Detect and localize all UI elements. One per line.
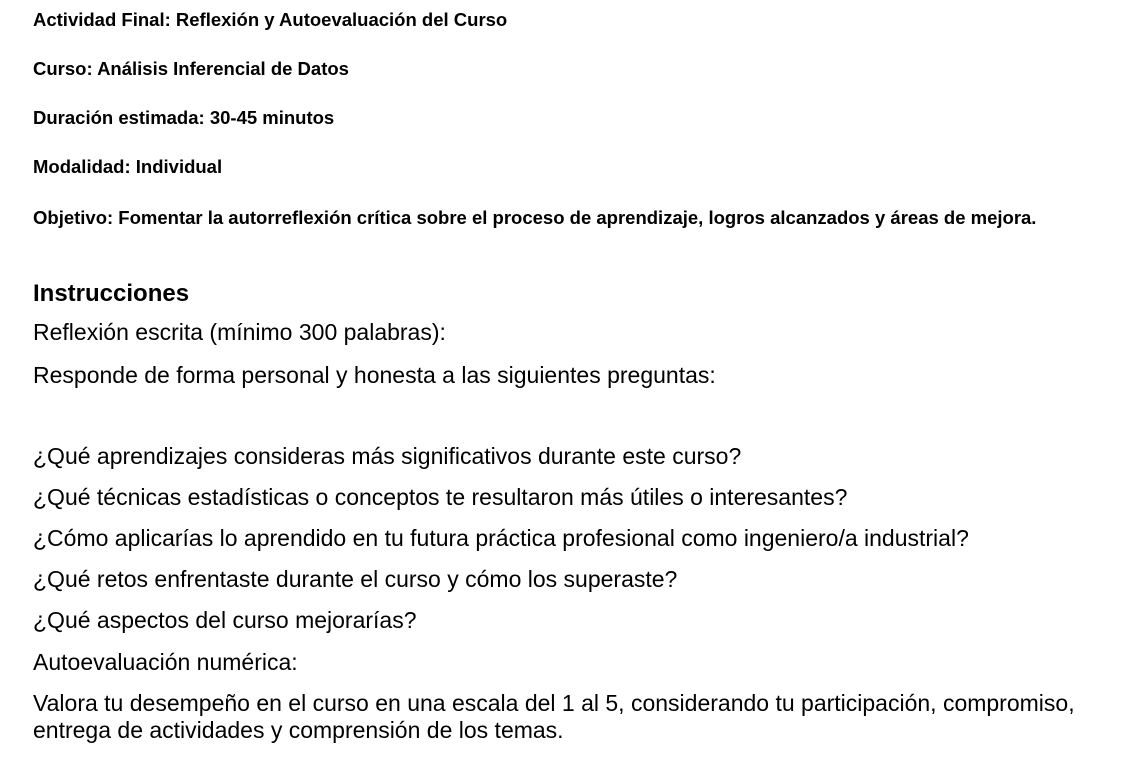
question-item: ¿Qué retos enfrentaste durante el curso y cómo los superaste?: [33, 566, 678, 592]
estimated-duration: Duración estimada: 30-45 minutos: [33, 107, 335, 128]
self-evaluation-heading: Autoevaluación numérica:: [33, 649, 298, 675]
course-name: Curso: Análisis Inferencial de Datos: [33, 58, 349, 79]
objective: Objetivo: Fomentar la autorreflexión crítica sobre el proceso de aprendizaje, logros alcanzados y áreas de mejora.: [33, 207, 1037, 228]
instructions-heading: Instrucciones: [33, 280, 190, 307]
question-item: ¿Qué técnicas estadísticas o conceptos te resultaron más útiles o interesantes?: [33, 484, 848, 510]
question-item: ¿Cómo aplicarías lo aprendido en tu futura práctica profesional como ingeniero/a industrial?: [33, 525, 969, 551]
instructions-prompt: Responde de forma personal y honesta a las siguientes preguntas:: [33, 362, 716, 388]
activity-title: Actividad Final: Reflexión y Autoevaluación del Curso: [33, 9, 508, 30]
modality: Modalidad: Individual: [33, 156, 223, 177]
self-evaluation-text: Valora tu desempeño en el curso en una escala del 1 al 5, considerando tu participación, compromiso, entrega de actividades y comprensión de los temas.: [33, 690, 1075, 743]
question-item: ¿Qué aspectos del curso mejorarías?: [33, 607, 417, 633]
question-item: ¿Qué aprendizajes consideras más significativos durante este curso?: [33, 443, 742, 469]
written-reflection-label: Reflexión escrita (mínimo 300 palabras):: [33, 319, 446, 345]
